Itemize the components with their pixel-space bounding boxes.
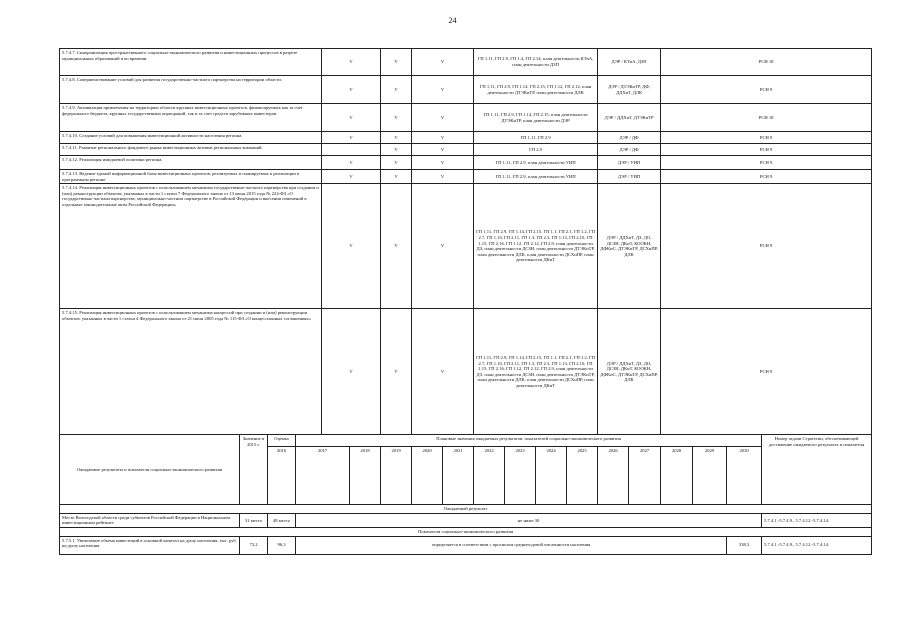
result-label: Место Вологодской области среди субъектов Российской Федерации в Национальном инвестиционном рейтинге: [60, 513, 240, 527]
task-executor: ДЭР / ДФ: [598, 144, 661, 156]
task-executor: ДЭР / ДДХиТ, ДТЭКиТР: [598, 104, 661, 132]
period-mark: V: [322, 76, 381, 104]
page-number: 24: [448, 16, 457, 25]
header-plan-title: Плановые значения ожидаемых результатов, показателей социально-экономического развития: [296, 435, 762, 447]
task-target: РСН 9: [661, 156, 872, 170]
header-estimate: Оценка: [268, 435, 296, 447]
strategy-table: [59, 48, 872, 555]
task-description: 5.7.4.12. Реализация имиджевой политики региона.: [60, 156, 322, 170]
task-programs: ГП 1.11, ГП 2.9, ГП 1.14, ГП 2.15, ГП 1.12, ГП 2.12, план деятельности ДТЭКиТР, план деятельности ДЛК: [474, 76, 598, 104]
period-mark: V: [322, 309, 381, 435]
header-year: 2027: [629, 447, 661, 505]
task-programs: ГП 2.9: [474, 144, 598, 156]
task-executor: ДЭР / УИП: [598, 156, 661, 170]
period-mark: V: [381, 104, 412, 132]
period-mark: V: [381, 144, 412, 156]
period-mark: V: [381, 309, 412, 435]
period-mark: V: [381, 49, 412, 76]
header-year: 2018: [350, 447, 381, 505]
period-mark: V: [381, 132, 412, 144]
task-description: 5.7.4.7. Синхронизация пространственного социально-экономического развития и инвестиционных процессов в разрезе муниципальных образований и во времени.: [60, 49, 322, 76]
indicator-tasks: 5.7.4.1.-5.7.4.9., 5.7.4.12.-5.7.4.14.: [762, 536, 872, 554]
period-mark: V: [412, 170, 474, 184]
task-description: 5.7.4.11. Развитие регионального фондового рынка инвестиционных активов региональных компаний.: [60, 144, 322, 156]
task-target: РСН 9: [661, 76, 872, 104]
task-target: РСН 9: [661, 184, 872, 309]
period-mark: V: [412, 76, 474, 104]
header-value-2015: Значение в 2015 г.: [240, 435, 268, 505]
task-target: РСН 9: [661, 132, 872, 144]
result-value-2015: 31 место: [240, 513, 268, 527]
period-mark: V: [412, 49, 474, 76]
task-programs: ГП 1.11, ГП 2.9, план деятельности УИП: [474, 156, 598, 170]
task-row: [60, 309, 872, 435]
period-mark: V: [322, 49, 381, 76]
task-row: [60, 49, 872, 76]
task-target: РСН 9: [661, 309, 872, 435]
task-row: [60, 104, 872, 132]
task-description: 5.7.4.14. Реализация инвестиционных проектов с использованием механизма государственно-частного партнерства при создании и (или) реконструкции объектов, указанных в части 1 статьи 7 Федерального закона от 13 июля 2015 года № 224-ФЗ «О государственно-частном партнерстве, муниципально-частном партнерстве в Российской Федерации и внесении изменений в отдельные законодательные акты Российской Федерации»: [60, 184, 322, 309]
header-year: 2019: [381, 447, 412, 505]
task-description: 5.7.4.10. Создание условий для повышения инвестиционной активности населения региона.: [60, 132, 322, 144]
indicator-value-2015: 73,2: [240, 536, 268, 554]
header-year: 2017: [296, 447, 350, 505]
period-mark: V: [412, 309, 474, 435]
task-programs: ГП 1.11, ГП 2.9, ГП 1.14, ГП 2.15, ГП 1.1, ГП 2.1, ГП 1.2, ГП 2.7, ГП 1.10, ГП 2.11, ГП 1.3, ГП 2.3, ГП 1.13, ГП 2.10, ГП 1.15, ГП 2.16, ГП 1.12, ГП 2.12, ГП 2.9, план деятельности ДЗ, план деятельности ДСЗН, план деятельности ДТЭКиТР, план деятельности ДЛК, план деятельности ДСХиПР, план деятельности ДКиТ: [474, 309, 598, 435]
period-mark: V: [322, 184, 381, 309]
period-mark: V: [381, 170, 412, 184]
task-programs: ГП 1.11, ГП 2.9, ГП 1.4, ГП 2.14, план деятельности КТиА, план деятельности ДЗП: [474, 49, 598, 76]
task-target: РСН 18: [661, 104, 872, 132]
period-mark: V: [412, 156, 474, 170]
header-year: 2025: [567, 447, 598, 505]
period-mark: V: [322, 104, 381, 132]
period-mark: V: [322, 156, 381, 170]
header-year: 2028: [661, 447, 693, 505]
result-value-2016: 48 место: [268, 513, 296, 527]
header-label: Ожидаемые результаты и показатели социально-экономического развития: [60, 435, 240, 505]
header-year: 2023: [505, 447, 536, 505]
header-year: 2029: [693, 447, 727, 505]
period-mark: V: [412, 104, 474, 132]
task-row: [60, 170, 872, 184]
indicator-plan: определяется в соответствии с прогнозом среднегодовой численности населения: [296, 536, 727, 554]
task-programs: ГП 1.11, ГП 2.9, план деятельности УИП: [474, 170, 598, 184]
task-executor: ДЭР / ДТЭКиТР, ДФ, ДДХиТ, ДЛК: [598, 76, 661, 104]
task-row: [60, 144, 872, 156]
period-mark: V: [412, 132, 474, 144]
task-programs: ГП 1.11, ГП 2.9, ГП 1.14, ГП 2.15, ГП 1.1, ГП 2.1, ГП 1.2, ГП 2.7, ГП 1.10, ГП 2.11, ГП 1.3, ГП 2.3, ГП 1.13, ГП 2.10, ГП 1.15, ГП 2.16, ГП 1.12, ГП 2.12, ГП 2.9, план деятельности ДЗ, план деятельности ДСЗН, план деятельности ДТЭКиТР, план деятельности ДЛК, план деятельности ДСХиПР, план деятельности ДКиТ: [474, 184, 598, 309]
task-target: РСН 9: [661, 170, 872, 184]
task-row: [60, 156, 872, 170]
header-task-column: Номер задачи Стратегии, обеспечивающей достижение ожидаемого результата и показателя: [762, 435, 872, 505]
task-description: 5.7.4.8. Совершенствование условий для развития государственно-частного партнерства на территории области.: [60, 76, 322, 104]
task-executor: ДЭР / ДФ: [598, 132, 661, 144]
task-description: 5.7.4.9. Активизация привлечения на территорию области крупных инвестиционных проектов, финансируемых как за счет федерального бюджета, крупных государственных корпораций, так и за счет средств зарубежных инвесторов.: [60, 104, 322, 132]
task-executor: ДЭР / ДДХиТ, ДЗ, ДО, ДСЗН, ДКиТ, КООКН, ДФКиС, ДТЭКиТР, ДСХиПР, ДЛК: [598, 309, 661, 435]
indicator-value-2016: 96,3: [268, 536, 296, 554]
expected-result-label: Ожидаемый результат: [60, 505, 872, 514]
header-estimate-year: 2016: [268, 447, 296, 505]
task-row: [60, 132, 872, 144]
period-mark: V: [381, 76, 412, 104]
period-mark: V: [322, 170, 381, 184]
header-year: 2024: [536, 447, 567, 505]
result-tasks: 5.7.4.1.-5.7.4.9., 5.7.4.12.-5.7.4.14.: [762, 513, 872, 527]
task-description: 5.7.4.13. Ведение единой информационной базы инвестиционных проектов, реализуемых и планируемых к реализации в программном регионе.: [60, 170, 322, 184]
task-row: [60, 184, 872, 309]
period-mark: [322, 144, 381, 156]
task-programs: ГП 1.11, ГП 2.9, ГП 1.14, ГП 2.15, план деятельности ДТЭКиТР, план деятельности ДЭР: [474, 104, 598, 132]
indicators-label: Показатели социально-экономического развития: [60, 527, 872, 536]
indicator-value-2030: 338,3: [727, 536, 762, 554]
task-executor: ДЭР / КТиА, ДЗП: [598, 49, 661, 76]
task-executor: ДЭР / УИП: [598, 170, 661, 184]
task-row: [60, 76, 872, 104]
header-year: 2026: [598, 447, 629, 505]
period-mark: V: [381, 184, 412, 309]
period-mark: V: [322, 132, 381, 144]
period-mark: V: [412, 184, 474, 309]
period-mark: V: [412, 144, 474, 156]
task-target: РСН 9: [661, 144, 872, 156]
header-year: 2022: [474, 447, 505, 505]
task-executor: ДЭР / ДДХиТ, ДЗ, ДО, ДСЗН, ДКиТ, КООКН, ДФКиС, ДТЭКиТР, ДСХиПР, ДЛК: [598, 184, 661, 309]
result-plan: не ниже 30: [296, 513, 762, 527]
header-year: 2020: [412, 447, 443, 505]
task-description: 5.7.4.15. Реализация инвестиционных проектов с использованием механизма концессий при создании и (или) реконструкции объектов, указанных в части 1 статьи 4 Федерального закона от 21 июля 2005 года № 115-ФЗ «О концессионных соглашениях»: [60, 309, 322, 435]
period-mark: V: [381, 156, 412, 170]
indicator-label: 5.7.5.1. Увеличение объема инвестиций в основной капитал на душу населения, тыс. руб. на душу населения: [60, 536, 240, 554]
task-target: РСН 18: [661, 49, 872, 76]
header-year: 2030: [727, 447, 762, 505]
header-year: 2021: [443, 447, 474, 505]
task-programs: ГП 1.11, ГП 2.9: [474, 132, 598, 144]
